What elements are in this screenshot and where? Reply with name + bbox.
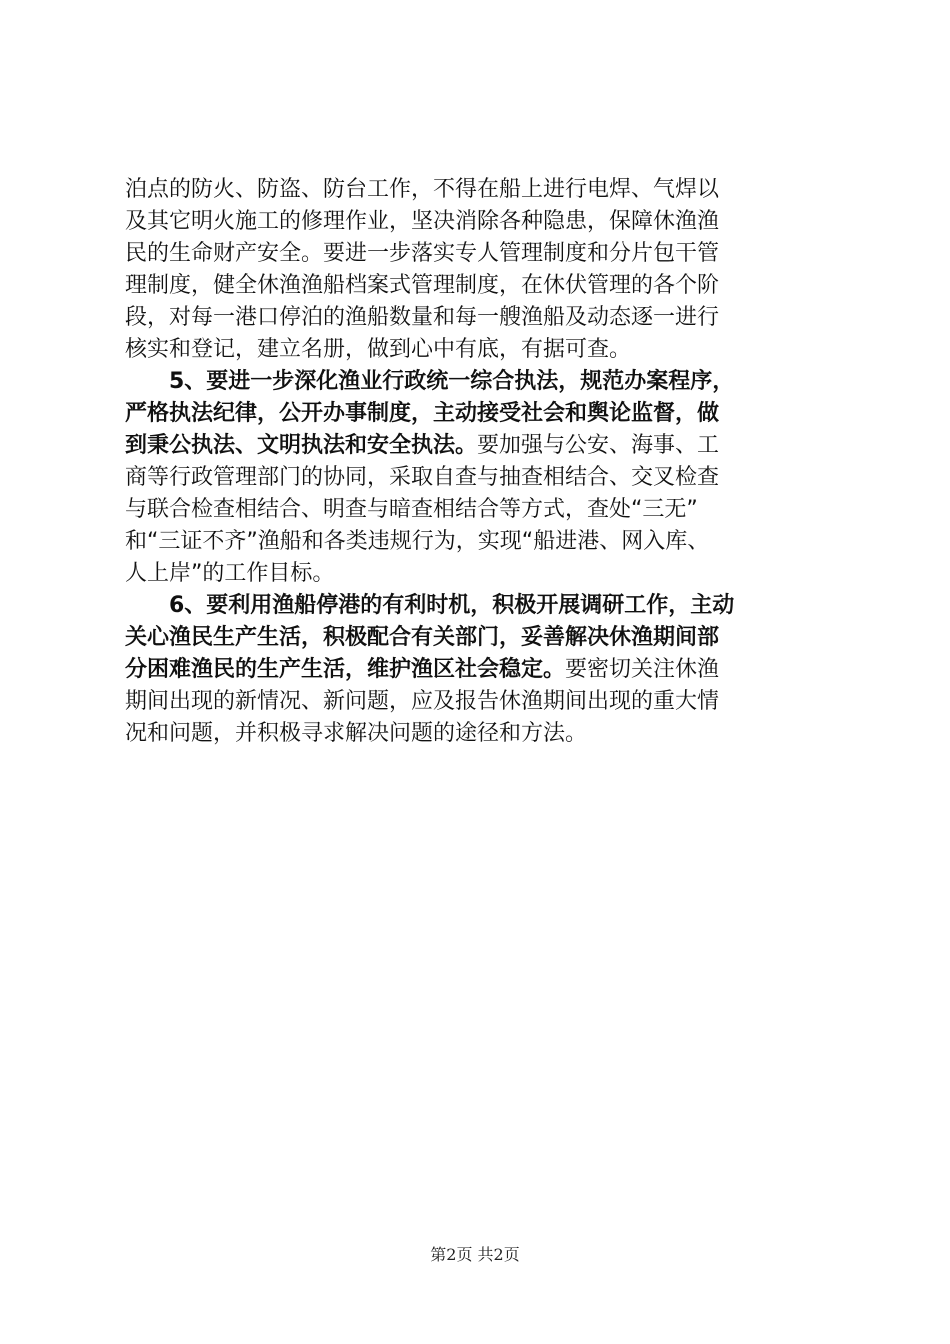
text-line: 与联合检查相结合、明查与暗查相结合等方式，查处“三无” [125, 497, 698, 522]
paragraph-item-6 [125, 590, 835, 750]
paragraph-continuation [125, 174, 835, 366]
page-footer: 第2页 共2页 [430, 1245, 520, 1264]
text-line: 段，对每一港口停泊的渔船数量和每一艘渔船及动态逐一进行 [125, 305, 720, 330]
text-line: 和“三证不齐”渔船和各类违规行为，实现“船进港、网入库、 [125, 529, 710, 554]
text-line: 关心渔民生产生活，积极配合有关部门，妥善解决休渔期间部 [125, 625, 720, 650]
paragraph-item-5 [125, 366, 835, 590]
text-line: 严格执法纪律，公开办事制度，主动接受社会和舆论监督，做 [125, 401, 720, 426]
bold-text: 分困难渔民的生产生活，维护渔区社会稳定。 [125, 657, 566, 682]
text-line [125, 654, 835, 686]
text-line: 商等行政管理部门的协同，采取自查与抽查相结合、交叉检查 [125, 465, 720, 490]
text-line: 期间出现的新情况、新问题，应及报告休渔期间出现的重大情 [125, 689, 720, 714]
text-line: 民的生命财产安全。要进一步落实专人管理制度和分片包干管 [125, 241, 720, 266]
text-line: 人上岸”的工作目标。 [125, 561, 335, 586]
bold-text: 到秉公执法、文明执法和安全执法。 [125, 433, 478, 458]
plain-text: 要加强与公安、海事、工 [477, 433, 720, 458]
text-line: 泊点的防火、防盗、防台工作，不得在船上进行电焊、气焊以 [125, 177, 720, 202]
text-line: 5、要进一步深化渔业行政统一综合执法，规范办案程序， [169, 369, 735, 394]
text-line: 况和问题，并积极寻求解决问题的途径和方法。 [125, 721, 588, 746]
text-line [125, 430, 835, 462]
text-line: 理制度，健全休渔渔船档案式管理制度，在休伏管理的各个阶 [125, 273, 720, 298]
text-line: 及其它明火施工的修理作业，坚决消除各种隐患，保障休渔渔 [125, 209, 720, 234]
document-body [125, 174, 835, 750]
plain-text: 要密切关注休渔 [565, 657, 720, 682]
text-line: 6、要利用渔船停港的有利时机，积极开展调研工作，主动 [169, 593, 735, 618]
text-line: 核实和登记，建立名册，做到心中有底，有据可查。 [125, 337, 632, 362]
